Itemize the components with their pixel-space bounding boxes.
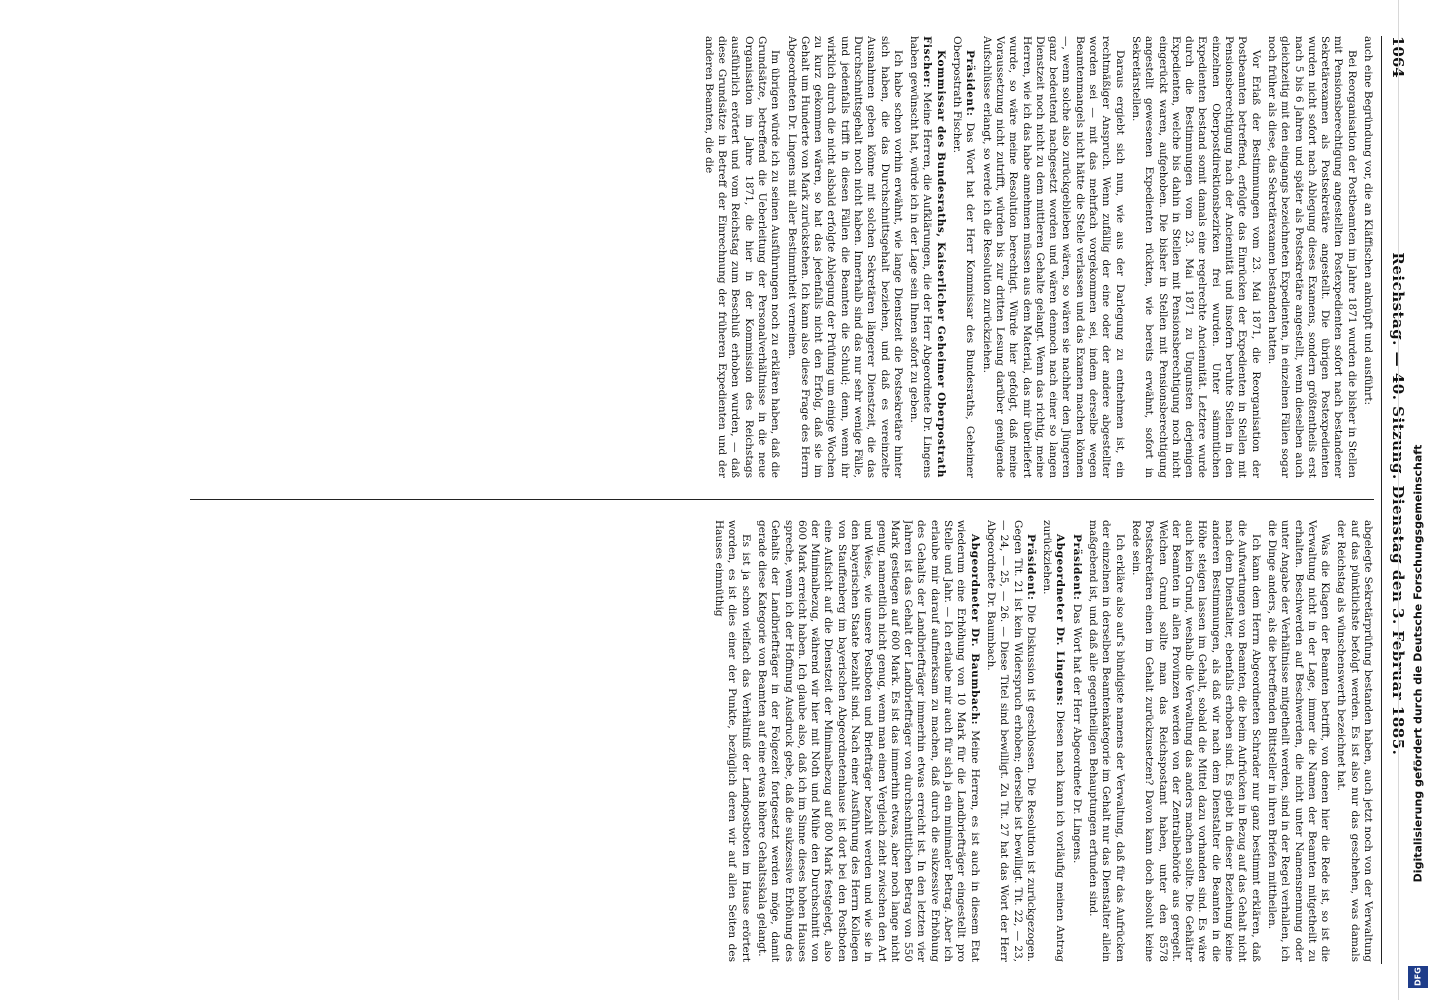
digitization-note: Digitalisierung gefördert durch die Deutsche Forschungsgemeinschaft: [1411, 444, 1425, 883]
paragraph-text: auch eine Begründung vor, die an Kläffischen anknüpft und ausführt:: [1362, 36, 1374, 406]
page-title: Reichstag. — 40. Sitzung. Dienstag den 3. Februar 1885.: [1389, 252, 1407, 756]
paragraph: [1086, 520, 1126, 962]
paragraph-text: Diesen nach kann ich vorläufig meinen Antrag zurückziehen.: [1041, 520, 1067, 962]
paragraph: [1040, 520, 1067, 962]
speaker-label: Kommissar des Bundesraths, Kaiserlicher Geheimer Oberpostrath Fischer:: [921, 36, 947, 478]
dfg-logo: DFG: [1408, 966, 1428, 988]
scan-edge-line: [1398, 0, 1399, 1000]
paragraph-text: Daraus ergiebt sich nun, wie aus der Darlegung zu entnehmen ist, ein rechtmäßiger Anspruch. Wenn zufällig der eine oder der andere abgestellter worden sei — mit das mehrfach vorgekommen sei, indem derselbe wegen Beamtenmangels nicht hätte die Stelle verlassen und das Examen machen können —, wenn solche also zurückgeblieben wären, so wären sie nachher den Jüngeren ganz bedeutend nachgesetzt worden und wären dennoch nach einer so langen Dienstzeit noch nicht zu dem mittleren Gehalte gelangt. Wenn das richtig, meine Herren, wie ich das habe annehmen müssen aus dem Material, das mir überliefert wurde, so wäre meine Resolution berechtigt. Würde hier gefolgt, daß meine Voraussetzung nicht zutrifft, würden bis zur dritten Lesung darüber genügende Aufschlüsse erlangt, so werde ich die Resolution zurückziehen.: [980, 36, 1126, 478]
paragraph: [1069, 520, 1082, 962]
paragraph-text: Ich habe schon vorhin erwähnt, wie lange Dienstzeit die Postsekretäre hinter sich haben, die das Durchschnittsgehalt beziehen, und daß es vereinzelte Ausnahmen geben könne mit solchen Sekretären längerer Dienstzeit, die das Durchschnittsgehalt noch nicht haben. Innerhalb sind das nur sehr wenige Fälle, und jedenfalls trifft in diesen Fällen die Beamten die Schuld; denn, wenn ihr wirklich durch die nicht alsbald erfolgte Ablegung der Prüfung um einige Wochen zu kurz gekommen wären, so hat das jedenfalls nicht den Erfolg, daß sie im Gehalt um Hunderte von Mark zurückstehen. Ich kann also diese Frage des Herrn Abgeordneten Dr. Lingens mit aller Bestimmtheit verneinen.: [785, 36, 904, 478]
paragraph-text: abgelegte Sekretärprüfung bestanden haben, auch jetzt noch von der Verwaltung auf das pünktlichste befolgt werden. Es ist also nur das geschehen, was damals der Reichstag als wünschenswerth bezeichnet hat.: [1335, 520, 1374, 962]
paragraph-text: Das Wort hat der Herr Kommissar des Bundesraths, Geheimer Oberpostrath Fischer.: [951, 36, 977, 478]
paragraph: [907, 36, 947, 478]
paragraph: [1334, 520, 1374, 962]
speaker-label: Abgeordneter Dr. Lingens:: [1054, 534, 1067, 707]
right-text-column: [190, 520, 1374, 962]
speaker-label: Präsident:: [1024, 534, 1037, 601]
paragraph-text: Ich erkläre also auf's bündigste namens der Verwaltung, daß für das Aufrücken der einzelnen in derselben Beamtenkategorie im Gehalt nur das Dienstalter allein maßgebend ist, und daß alle gegentheiligen Behauptungen erfunden sind.: [1087, 520, 1126, 962]
paragraph: [984, 520, 1037, 962]
speaker-label: Abgeordneter Dr. Baumbach:: [968, 534, 981, 726]
paragraph: [1361, 36, 1374, 478]
paragraph: [712, 520, 752, 962]
paragraph-text: Meine Herren, es ist auch in diesem Etat wiederum eine Erhöhung von 10 Mark für die Landbriefträger eingestellt pro Stelle und Jahr. — Ich erlaube mir auch für sich ja ein minimaler Betrag. Aber ich erlaube mir darauf aufmerksam zu machen, daß durch die sukzessive Erhöhung des Gehalts der Landbriefträger immerhin etwas erreicht ist. In den letzten vier Jahren ist das Gehalt der Landbriefträger von durchschnittlichen Betrag von 550 Mark gestiegen auf 600 Mark. Es ist das immerhin etwas, aber noch lange nicht genug, namentlich nicht genug, wenn man einen Vergleich zieht zwischen den Art und Weise, wie unsere Postboten und Briefträger bezahlt werden und wie sie in den bayerischen Staate bezahlt sind. Nach einer Ausführung des Herrn Kollegen von Stauffenberg im bayerischen Abgeordnetenhause ist dort bei den Postboten eine Aufsicht auf die Dienstzeit der Minimalbezug auf 800 Mark festgelegt, also der Minimalbezug, während wir hier mit Noth und Mühe den Durchschnitt von 600 Mark erreicht haben. Ich glaube also, daß ich im Sinne dieses hohen Hauses spreche, wenn ich der Hoffnung Ausdruck gebe, daß die sukzessive Erhöhung des Gehalts der Landbriefträger in der Folgezeit fortgesetzt werden möge, damit gerade diese Kategorie von Beamten auf eine etwas höhere Gehaltsskala gelangt.: [755, 520, 981, 962]
digitization-footer: [1404, 120, 1432, 1000]
paragraph-text: Bei Reorganisation der Postbeamten im Jahre 1871 wurden die bisher in Stellen mit Pensionsberechtigung angestellten Postexpedienten sofort nach bestandener Sekretärexamen als Postsekretäre angestellt. Die übrigen Postexpedienten wurden nicht sofort nach Ablegung dieses Examens, sondern größtentheils erst nach 5 bis 6 Jahren und später als Postsekretäre angestellt, wenn dieselben auch gleichzeitig mit den eingangs bezeichneten Expedienten, in einzelnen Fällen sogar noch früher als diese, das Sekretärexamen bestanden hatten.: [1265, 36, 1358, 478]
paragraph: [755, 520, 981, 962]
paragraph: [1265, 36, 1358, 478]
paragraph: [1129, 520, 1262, 962]
speaker-label: Präsident:: [1070, 534, 1083, 601]
paragraph-text: Was die Klagen der Beamten betrifft, von denen hier die Rede ist, so ist die Verwaltung nicht in der Lage, immer die Namen der Beamten mitgetheilt zu erhalten. Beschwerden auf Beschwerden, die nicht unter Namensnennung oder unter Angabe der Verhältnisse mitgetheilt werden, sind in der Regel verhallen, ich die Dinge anders, als die betreffenden Bittsteller in ihren Briefen mittheilen.: [1265, 520, 1332, 962]
left-text-column: [190, 36, 1374, 478]
paragraph-text: Ich kann dem Herrn Abgeordneten Schrader nur ganz bestimmt erklären, daß die Aufwartungen von Beamten, die beim Aufrücken in Bezug auf das Gehalt nicht nach dem Dienstalter, ebenfalls erhoben sind. Es giebt in dieser Beziehung keine anderen Bestimmungen, als daß wir nach dem Dienstalter die Beamten in die Höhe steigen lassen im Gehalt, sobald die Mittel dazu vorhanden sind. Es wäre auch kein Grund, weshalb die Verwaltung das anders machen sollte. Die Gehälter der Beamten in allen Provinzen werden von der Zentralbehörde aus geregelt. Welchen Grund sollte man das Reichspostamt haben, unter den 8578 Postsekretären einen im Gehalt zurückzusetzen? Davon kann doch absolut keine Rede sein.: [1129, 520, 1262, 962]
page-number: 1064: [1389, 36, 1407, 78]
paragraph: [701, 36, 781, 478]
paragraph: [784, 36, 904, 478]
paragraph-text: Es ist ja schon vielfach das Verhältniß der Landpostboten im Hause erörtert worden, es ist dies einer der Punkte, bezüglich deren wir auf allen Seiten des Hauses einmüthig: [713, 520, 752, 962]
header-rule: [1381, 36, 1382, 964]
column-divider: [190, 499, 1374, 500]
paragraph-text: Meine Herren, die Aufklärungen, die der Herr Abgeordnete Dr. Lingens haben gewünscht hat, würde ich in der Lage sein Ihnen sofort zu geben.: [908, 36, 934, 478]
paragraph: [1265, 520, 1331, 962]
paragraph-text: Die Diskussion ist geschlossen. Die Resolution ist zurückgezogen. Gegen Tit. 21 ist kein Widerspruch erhoben; derselbe ist bewilligt. Tit. 22, — 23, — 24, — 25, — 26. — Diese Titel sind bewilligt. Zu Tit. 27 hat das Wort der Herr Abgeordnete Dr. Baumbach.: [984, 520, 1037, 962]
paragraph-text: Im übrigen würde ich zu seinen Ausführungen noch zu erklären haben, daß die Grundsätze, betreffend die Ueberleitung der Personalverhältnisse in die neue Organisation im Jahre 1871, die hier in der Kommission des Reichstags ausführlich erörtert und vom Reichstag zum Beschluß erhoben wurden, — daß diese Grundsätze in Betreff der Einrechnung der früheren Expedienten und der anderen Beamten, die die: [702, 36, 782, 478]
paragraph: [950, 36, 977, 478]
paragraph: [979, 36, 1125, 478]
paragraph: [1129, 36, 1262, 478]
paragraph-text: Vor Erlaß der Bestimmungen vom 23. Mai 1871, die Reorganisation der Postbeamten betreffend, erfolgte das Einrücken der Expedienten in Stellen mit Pensionsberechtigung nach der Anciennität und insofern beruhte Stellen in den einzelnen Oberpostdirektionsbezirken frei wurden. Unter sämmtlichen Expedienten bestand somit damals eine regelrechte Anciennität. Letztere wurde durch die Bestimmungen vom 23. Mai 1871 zu Ungunsten derjenigen Expedienten, welche bis dahin in Stellen mit Pensionsberechtigung noch nicht eingerückt waren, aufgehoben. Die bisher in Stellen mit Pensionsberechtigung angestellt gewesenen Expedienten rückten, wie bereits erwähnt, sofort in Sekretärstellen.: [1129, 36, 1262, 478]
speaker-label: Präsident:: [964, 50, 977, 117]
paragraph-text: Das Wort hat der Herr Abgeordnete Dr. Lingens.: [1070, 603, 1083, 864]
